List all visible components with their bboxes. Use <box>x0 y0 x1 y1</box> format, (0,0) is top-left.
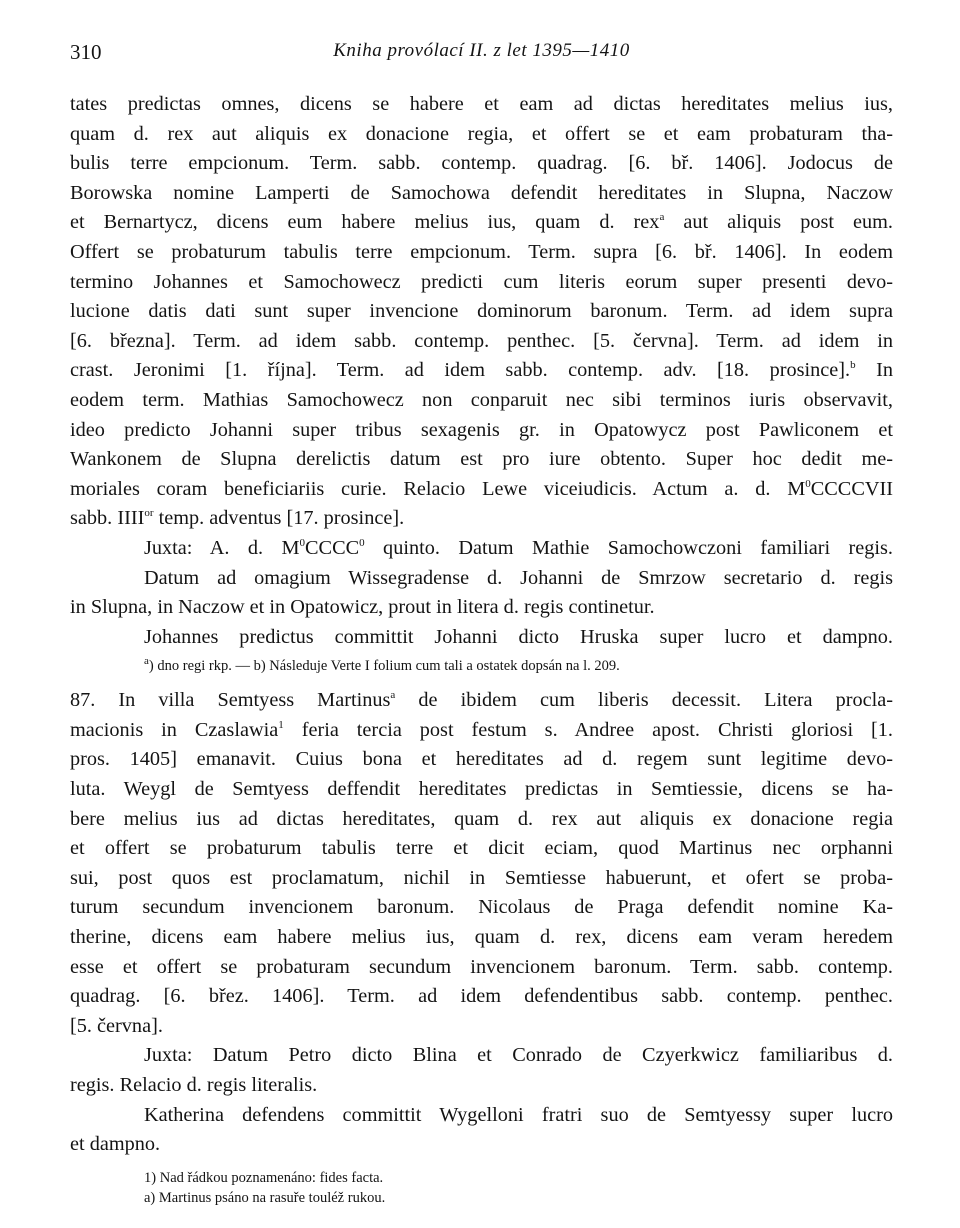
footnote-mark: b <box>850 359 856 372</box>
entry-87-line: et dampno. <box>70 1133 161 1156</box>
main-text <box>70 90 893 1208</box>
text-line: Juxta: A. d. $M^0CCCC^0$ quinto. Datum Mathie Samochowczoni familiari regis. <box>144 536 893 559</box>
page-number: 310 <box>70 40 102 64</box>
entry-87-line: regis. Relacio d. regis literalis. <box>70 1074 318 1096</box>
text-line: Datum ad omagium Wissegradense d. Johanni de Smrzow secretario d. regis <box>144 566 893 589</box>
document-page <box>70 0 893 1228</box>
text-line: [6. března]. Term. ad idem sabb. contemp. penthec. [5. června]. Term. ad idem in <box>70 329 893 352</box>
text-line: in Slupna, in Naczow et in Opatowicz, prout in litera d. regis continetur. <box>70 596 655 619</box>
entry-87-line: Katherina defendens committit Wygelloni fratri suo de Semtyessy super lucro <box>144 1103 893 1126</box>
text-line: Offert se probaturum tabulis terre empcionum. Term. supra [6. bř. 1406]. In eodem <box>70 240 893 263</box>
text-line: et Bernartycz, dicens eum habere melius ius, quam d. rex$^a$ aut aliquis post eum. <box>70 211 893 234</box>
text-line: quam d. rex aut aliquis ex donacione regia, et offert se et eam probaturam tha- <box>70 122 893 145</box>
text-line: bulis terre empcionum. Term. sabb. contemp. quadrag. [6. bř. 1406]. Jodocus de <box>70 152 893 175</box>
text-line: Borowska nomine Lamperti de Samochowa defendit hereditates in Slupna, Naczow <box>70 181 893 204</box>
footnote-a: $^a$) dno regi rkp. — b) Následuje Verte I folium cum tali a ostatek dopsán na l. 209. <box>144 655 620 675</box>
text-line: lucione datis dati sunt super invencione dominorum baronum. Term. ad idem supra <box>70 300 893 323</box>
text-line: Johannes predictus committit Johanni dicto Hruska super lucro et dampno. <box>144 625 893 648</box>
entry-87-line: 87. In villa Semtyess Martinus$^a$ de ibidem cum liberis decessit. Litera procla- <box>70 689 893 712</box>
text-line: moriales coram beneficiariis curie. Relacio Lewe viceiudicis. Actum a. d. $M^0CCCCVII$ <box>70 477 893 500</box>
page-header <box>70 40 893 70</box>
text-line: Wankonem de Slupna derelictis datum est pro iure obtento. Super hoc dedit me- <box>70 448 893 471</box>
text-line: ideo predicto Johanni super tribus sexagenis gr. in Opatowycz post Pawliconem et <box>70 418 893 441</box>
entry-87-line: [5. června]. <box>70 1014 163 1037</box>
text-line: sabb. $IIII^{or}$ temp. adventus [17. prosince]. <box>70 507 405 530</box>
entry-87-line: sui, post quos est proclamatum, nichil in Semtiesse habuerunt, et ofert se proba- <box>70 866 893 889</box>
footnote-a-2: a) Martinus psáno na rasuře touléž rukou. <box>144 1189 386 1206</box>
entry-87-line: et offert se probaturum tabulis terre et dicit eciam, quod Martinus nec orphanni <box>70 837 893 860</box>
entry-87-line: macionis in Czaslawia$^1$ feria tercia post festum s. Andree apost. Christi gloriosi [1. <box>70 718 893 741</box>
entry-87-line: luta. Weygl de Semtyess deffendit hereditates predictas in Semtiessie, dicens se ha- <box>70 778 893 801</box>
entry-87-line: pros. 1405] emanavit. Cuius bona et hereditates ad d. regem sunt legitime devo- <box>70 748 893 771</box>
footnote-mark: a <box>659 211 665 224</box>
entry-87-line: therine, dicens eam habere melius ius, quam d. rex, dicens eam veram heredem <box>70 926 893 949</box>
entry-87-line: turum secundum invencionem baronum. Nicolaus de Praga defendit nomine Ka- <box>70 896 893 919</box>
entry-87-line: esse et offert se probaturam secundum invencionem baronum. Term. sabb. contemp. <box>70 955 893 978</box>
text-line: eodem term. Mathias Samochowecz non conparuit nec sibi terminos iuris observavit, <box>70 388 893 411</box>
text-line: termino Johannes et Samochowecz predicti cum literis eorum super presenti devo- <box>70 270 893 293</box>
entry-87-line: bere melius ius ad dictas hereditates, quam d. rex aut aliquis ex donacione regia <box>70 807 893 830</box>
running-title: Kniha provólací II. z let 1395—1410 <box>333 40 630 61</box>
footnote-1: 1) Nad řádkou poznamenáno: fides facta. <box>144 1169 384 1186</box>
entry-87-line: Juxta: Datum Petro dicto Blina et Conrado de Czyerkwicz familiaribus d. <box>144 1044 893 1067</box>
entry-87-line: quadrag. [6. břez. 1406]. Term. ad idem defendentibus sabb. contemp. penthec. <box>70 985 893 1008</box>
text-line: crast. Jeronimi [1. října]. Term. ad idem sabb. contemp. adv. [18. prosince].$^b$ In <box>70 359 893 382</box>
text-line: tates predictas omnes, dicens se habere et eam ad dictas hereditates melius ius, <box>70 93 893 115</box>
